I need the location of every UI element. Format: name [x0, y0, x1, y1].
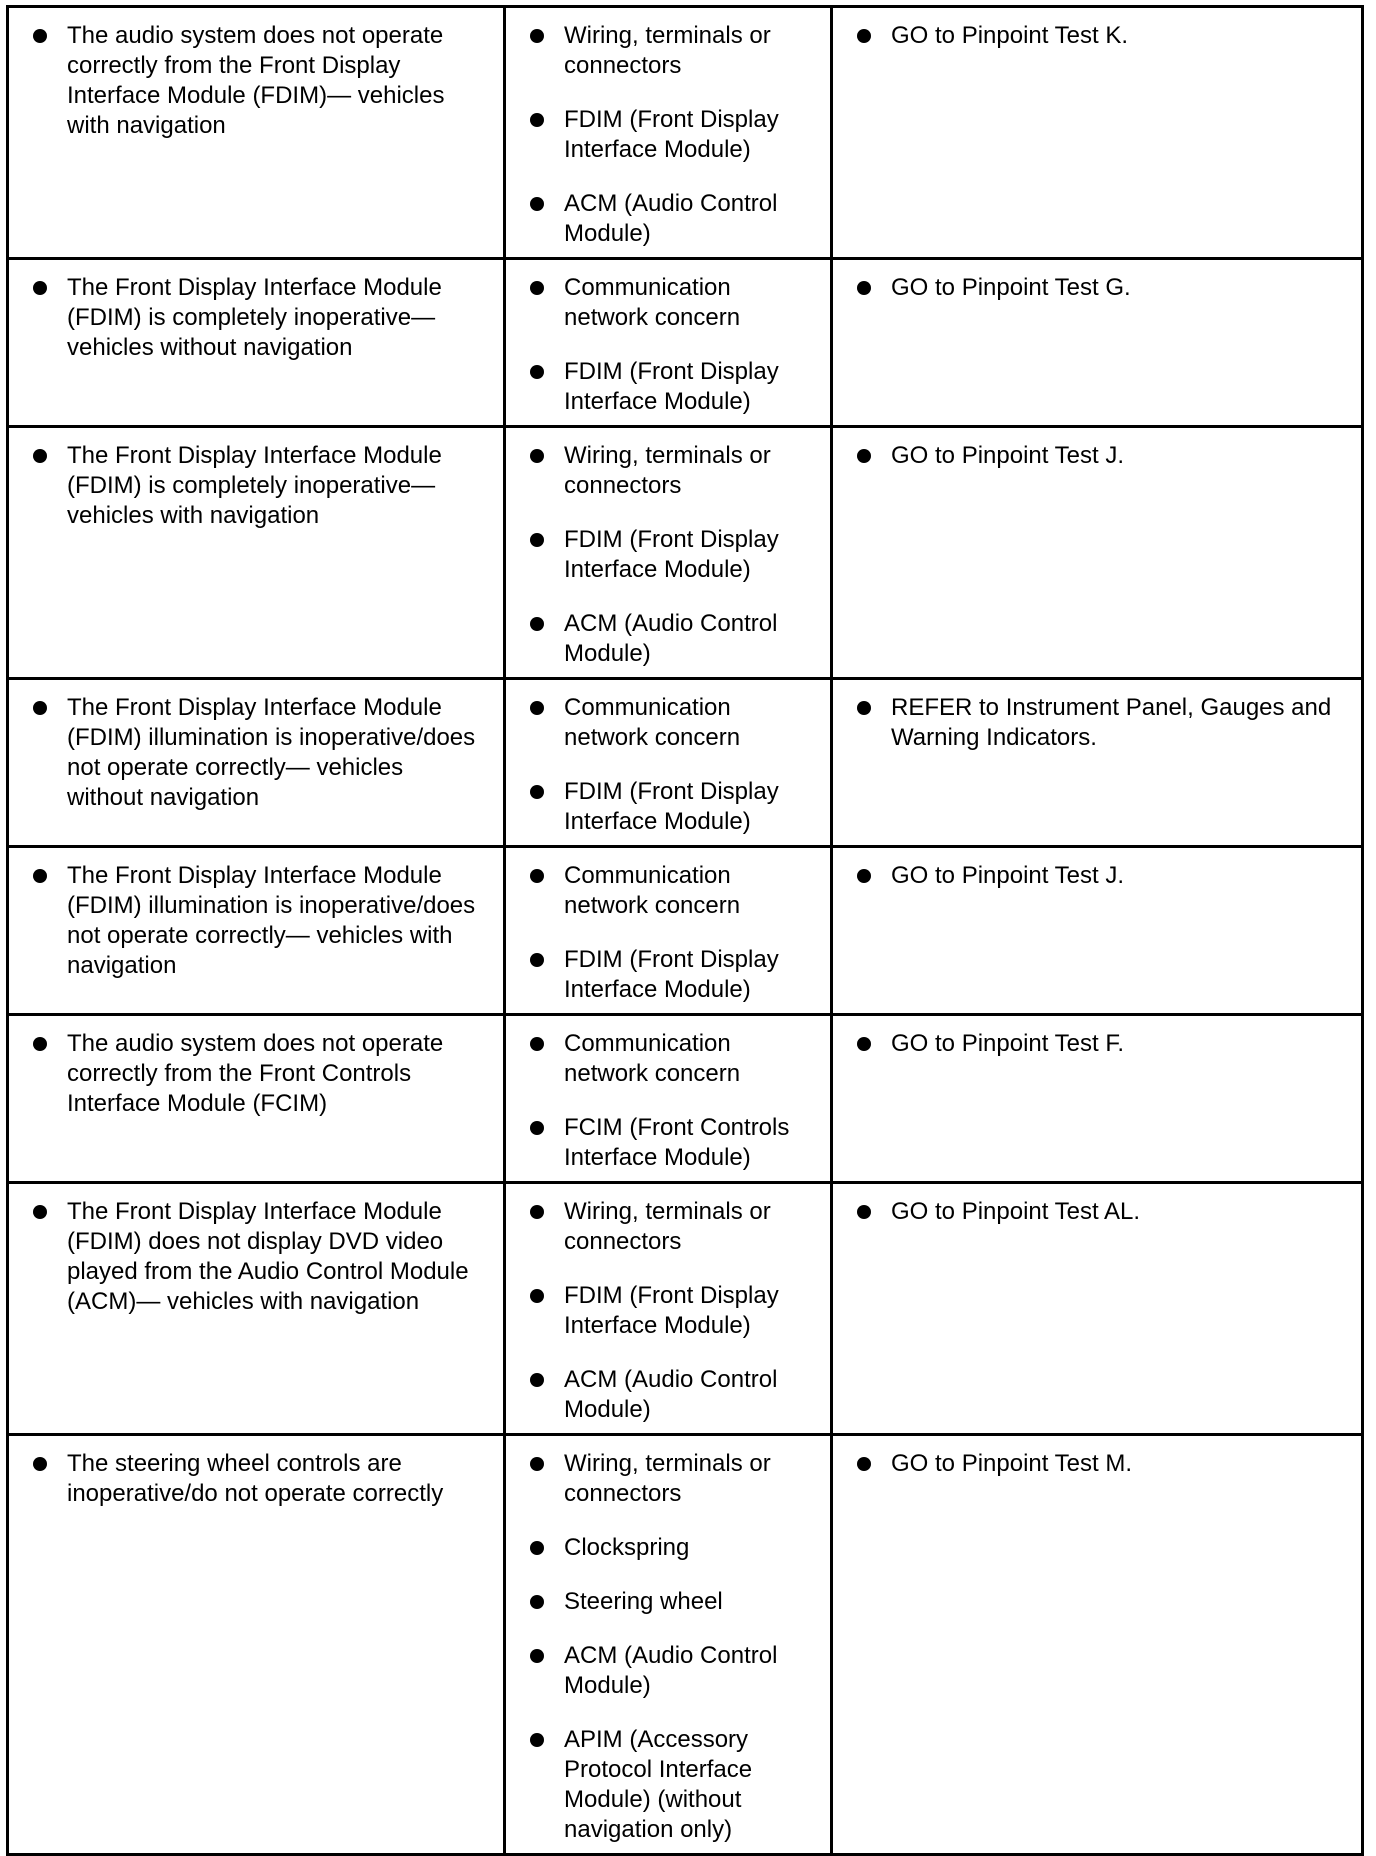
bullet-icon	[530, 785, 544, 799]
symptom-cell	[8, 679, 505, 847]
possible-source-item-text: FDIM (Front Display Interface Module)	[564, 106, 779, 163]
possible-source-item	[528, 525, 810, 585]
bullet-icon	[530, 1205, 544, 1219]
possible-source-list	[528, 21, 810, 249]
possible-source-item-text: ACM (Audio Control Module)	[564, 190, 778, 247]
action-cell	[832, 259, 1363, 427]
action-cell	[832, 7, 1363, 259]
table-row	[8, 7, 1363, 259]
action-item	[855, 1029, 1341, 1059]
symptom-item	[31, 693, 483, 813]
symptom-item-text: The Front Display Interface Module (FDIM) illumination is inoperative/does not operate correctly— vehicles without navigation	[67, 694, 476, 811]
action-item	[855, 861, 1341, 891]
action-item	[855, 441, 1341, 471]
symptom-cell	[8, 259, 505, 427]
possible-source-item	[528, 861, 810, 921]
possible-source-item	[528, 945, 810, 1005]
symptom-cell	[8, 7, 505, 259]
action-cell	[832, 847, 1363, 1015]
symptom-item-text: The Front Display Interface Module (FDIM) illumination is inoperative/does not operate correctly— vehicles with navigation	[67, 862, 476, 979]
bullet-icon	[530, 617, 544, 631]
bullet-icon	[530, 365, 544, 379]
possible-source-item	[528, 1587, 810, 1617]
bullet-icon	[530, 29, 544, 43]
action-item	[855, 1449, 1341, 1479]
action-item-text: REFER to Instrument Panel, Gauges and Warning Indicators.	[891, 694, 1332, 751]
possible-source-item	[528, 1725, 810, 1845]
possible-source-item-text: Communication network concern	[564, 1030, 741, 1087]
possible-source-list	[528, 1029, 810, 1173]
symptom-list	[31, 861, 483, 981]
action-cell	[832, 427, 1363, 679]
action-item	[855, 21, 1341, 51]
bullet-icon	[530, 1037, 544, 1051]
table-row	[8, 1015, 1363, 1183]
table-row	[8, 1183, 1363, 1435]
possible-source-item	[528, 1029, 810, 1089]
bullet-icon	[33, 281, 47, 295]
symptom-item-text: The Front Display Interface Module (FDIM) is completely inoperative— vehicles with navigation	[67, 442, 442, 529]
bullet-icon	[857, 29, 871, 43]
bullet-icon	[857, 449, 871, 463]
bullet-icon	[530, 1289, 544, 1303]
possible-source-item	[528, 357, 810, 417]
bullet-icon	[530, 1457, 544, 1471]
action-list	[855, 1029, 1341, 1059]
possible-source-item	[528, 1113, 810, 1173]
table-row	[8, 427, 1363, 679]
symptom-cell	[8, 427, 505, 679]
possible-source-cell	[505, 427, 832, 679]
action-list	[855, 861, 1341, 891]
possible-source-item	[528, 1281, 810, 1341]
symptom-item	[31, 273, 483, 363]
possible-source-item-text: Steering wheel	[564, 1588, 723, 1615]
symptom-item	[31, 441, 483, 531]
symptom-cell	[8, 1435, 505, 1855]
table-row	[8, 259, 1363, 427]
possible-source-item-text: ACM (Audio Control Module)	[564, 1366, 778, 1423]
table-row	[8, 1435, 1363, 1855]
bullet-icon	[857, 869, 871, 883]
symptom-cell	[8, 847, 505, 1015]
possible-source-cell	[505, 847, 832, 1015]
symptom-item-text: The steering wheel controls are inoperative/do not operate correctly	[67, 1450, 444, 1507]
possible-source-cell	[505, 1015, 832, 1183]
bullet-icon	[530, 953, 544, 967]
symptom-item	[31, 1197, 483, 1317]
action-list	[855, 273, 1341, 303]
possible-source-item	[528, 441, 810, 501]
bullet-icon	[530, 1595, 544, 1609]
symptom-list	[31, 1029, 483, 1119]
table-row	[8, 847, 1363, 1015]
action-item-text: GO to Pinpoint Test AL.	[891, 1198, 1141, 1225]
action-list	[855, 441, 1341, 471]
possible-source-item-text: Wiring, terminals or connectors	[564, 1450, 771, 1507]
bullet-icon	[857, 701, 871, 715]
possible-source-item-text: Wiring, terminals or connectors	[564, 1198, 771, 1255]
action-list	[855, 693, 1341, 753]
possible-source-list	[528, 441, 810, 669]
symptom-item	[31, 1449, 483, 1509]
action-cell	[832, 1183, 1363, 1435]
bullet-icon	[33, 1205, 47, 1219]
bullet-icon	[530, 449, 544, 463]
possible-source-item-text: FDIM (Front Display Interface Module)	[564, 358, 779, 415]
possible-source-item-text: FDIM (Front Display Interface Module)	[564, 778, 779, 835]
bullet-icon	[530, 1121, 544, 1135]
bullet-icon	[33, 869, 47, 883]
possible-source-item-text: APIM (Accessory Protocol Interface Module) (without navigation only)	[564, 1726, 753, 1843]
possible-source-cell	[505, 1435, 832, 1855]
possible-source-item-text: FCIM (Front Controls Interface Module)	[564, 1114, 790, 1171]
possible-source-item-text: Communication network concern	[564, 274, 741, 331]
possible-source-item-text: Wiring, terminals or connectors	[564, 442, 771, 499]
action-item	[855, 1197, 1341, 1227]
possible-source-item-text: Communication network concern	[564, 862, 741, 919]
symptom-item-text: The Front Display Interface Module (FDIM) does not display DVD video played from the Audio Control Module (ACM)— vehicles with navigation	[67, 1198, 469, 1315]
bullet-icon	[857, 281, 871, 295]
possible-source-item-text: Wiring, terminals or connectors	[564, 22, 771, 79]
possible-source-cell	[505, 679, 832, 847]
bullet-icon	[530, 869, 544, 883]
action-list	[855, 1197, 1341, 1227]
possible-source-item	[528, 189, 810, 249]
symptom-item	[31, 861, 483, 981]
possible-source-list	[528, 273, 810, 417]
action-cell	[832, 679, 1363, 847]
symptom-list	[31, 1197, 483, 1317]
table-body	[8, 7, 1363, 1855]
possible-source-item	[528, 1365, 810, 1425]
possible-source-item	[528, 777, 810, 837]
action-cell	[832, 1435, 1363, 1855]
action-item-text: GO to Pinpoint Test J.	[891, 442, 1125, 469]
possible-source-item	[528, 1449, 810, 1509]
symptom-item-text: The audio system does not operate correctly from the Front Display Interface Module (FDIM)— vehicles with navigation	[67, 22, 445, 139]
bullet-icon	[33, 701, 47, 715]
action-item	[855, 693, 1341, 753]
possible-source-item-text: FDIM (Front Display Interface Module)	[564, 526, 779, 583]
bullet-icon	[530, 113, 544, 127]
bullet-icon	[530, 197, 544, 211]
action-item-text: GO to Pinpoint Test F.	[891, 1030, 1125, 1057]
possible-source-item-text: ACM (Audio Control Module)	[564, 1642, 778, 1699]
symptom-item	[31, 1029, 483, 1119]
possible-source-item	[528, 105, 810, 165]
action-item-text: GO to Pinpoint Test K.	[891, 22, 1129, 49]
action-list	[855, 21, 1341, 51]
bullet-icon	[857, 1205, 871, 1219]
possible-source-cell	[505, 259, 832, 427]
symptom-cell	[8, 1015, 505, 1183]
table-row	[8, 679, 1363, 847]
symptom-list	[31, 1449, 483, 1509]
symptom-list	[31, 273, 483, 363]
symptom-list	[31, 693, 483, 813]
possible-source-item	[528, 21, 810, 81]
action-item-text: GO to Pinpoint Test J.	[891, 862, 1125, 889]
bullet-icon	[33, 1457, 47, 1471]
bullet-icon	[530, 1541, 544, 1555]
possible-source-item-text: FDIM (Front Display Interface Module)	[564, 946, 779, 1003]
possible-source-cell	[505, 7, 832, 259]
bullet-icon	[530, 281, 544, 295]
possible-source-item	[528, 273, 810, 333]
bullet-icon	[530, 1373, 544, 1387]
possible-source-item-text: Communication network concern	[564, 694, 741, 751]
possible-source-item	[528, 1197, 810, 1257]
possible-source-list	[528, 1449, 810, 1845]
symptom-list	[31, 441, 483, 531]
symptom-item-text: The Front Display Interface Module (FDIM) is completely inoperative— vehicles without navigation	[67, 274, 442, 361]
action-cell	[832, 1015, 1363, 1183]
bullet-icon	[33, 449, 47, 463]
action-item-text: GO to Pinpoint Test G.	[891, 274, 1131, 301]
possible-source-list	[528, 693, 810, 837]
possible-source-item	[528, 1533, 810, 1563]
symptom-list	[31, 21, 483, 141]
action-item-text: GO to Pinpoint Test M.	[891, 1450, 1132, 1477]
symptom-item-text: The audio system does not operate correctly from the Front Controls Interface Module (FCIM)	[67, 1030, 444, 1117]
symptom-chart-table	[6, 5, 1364, 1856]
bullet-icon	[33, 1037, 47, 1051]
action-list	[855, 1449, 1341, 1479]
possible-source-cell	[505, 1183, 832, 1435]
possible-source-item-text: FDIM (Front Display Interface Module)	[564, 1282, 779, 1339]
possible-source-item-text: ACM (Audio Control Module)	[564, 610, 778, 667]
bullet-icon	[530, 1649, 544, 1663]
possible-source-item	[528, 1641, 810, 1701]
possible-source-item	[528, 693, 810, 753]
bullet-icon	[857, 1037, 871, 1051]
possible-source-item-text: Clockspring	[564, 1534, 690, 1561]
bullet-icon	[530, 533, 544, 547]
bullet-icon	[530, 701, 544, 715]
symptom-item	[31, 21, 483, 141]
possible-source-list	[528, 1197, 810, 1425]
possible-source-item	[528, 609, 810, 669]
action-item	[855, 273, 1341, 303]
symptom-cell	[8, 1183, 505, 1435]
bullet-icon	[530, 1733, 544, 1747]
bullet-icon	[857, 1457, 871, 1471]
possible-source-list	[528, 861, 810, 1005]
bullet-icon	[33, 29, 47, 43]
